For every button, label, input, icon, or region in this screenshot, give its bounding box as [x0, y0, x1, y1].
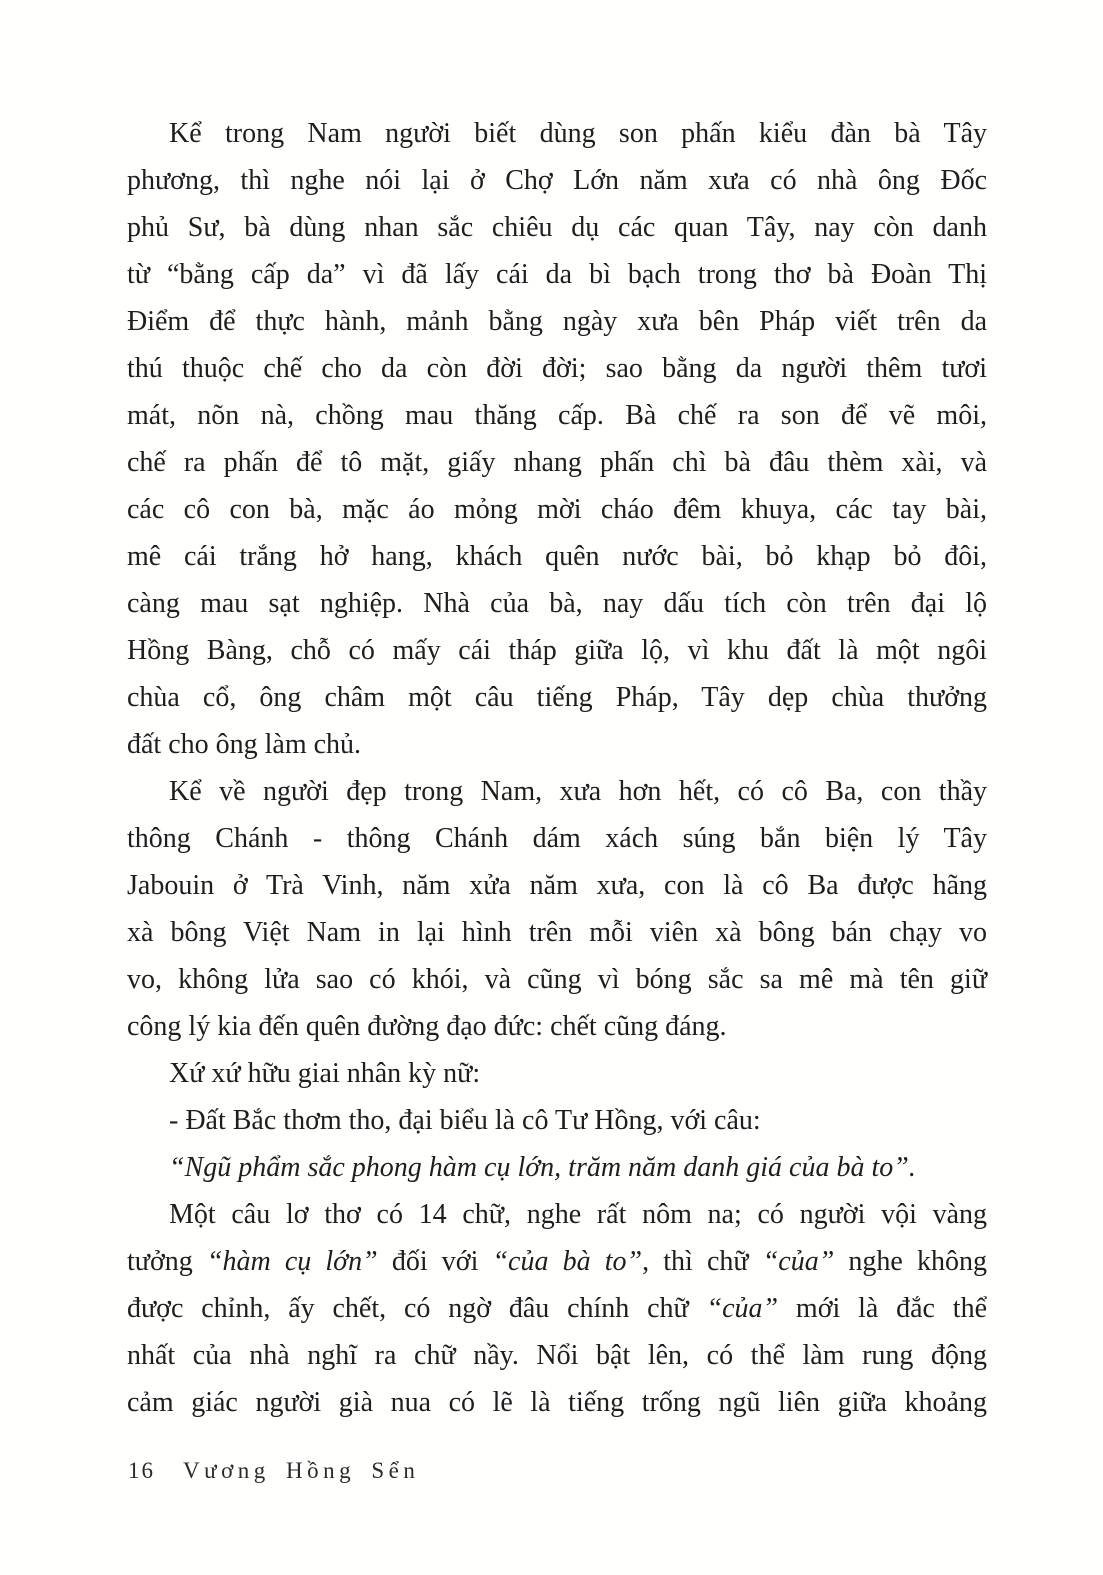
paragraph	[127, 1050, 987, 1097]
page-number: 16	[128, 1458, 155, 1483]
text-line	[127, 1379, 987, 1426]
text-run: càng mau sạt nghiệp. Nhà của bà, nay dấu tích còn trên đại lộ	[127, 588, 987, 619]
text-run: thông Chánh - thông Chánh dám xách súng bắn biện lý Tây	[127, 823, 987, 854]
text-line	[127, 909, 987, 956]
text-line	[127, 674, 987, 721]
paragraph	[127, 1097, 987, 1144]
text-line	[127, 1050, 987, 1097]
text-run: chế ra phấn để tô mặt, giấy nhang phấn chì bà đâu thèm xài, và	[127, 447, 987, 478]
text-run: thú thuộc chế cho da còn đời đời; sao bằng da người thêm tươi	[127, 353, 987, 384]
text-line	[127, 298, 987, 345]
text-line	[127, 1285, 987, 1332]
text-line	[127, 1238, 987, 1285]
text-run: xà bông Việt Nam in lại hình trên mỗi viên xà bông bán chạy vo	[127, 917, 987, 948]
text-line	[127, 345, 987, 392]
text-line	[127, 110, 987, 157]
text-line	[127, 1144, 987, 1191]
text-line	[127, 815, 987, 862]
text-run: đối với	[377, 1246, 493, 1277]
text-run: nhất của nhà nghĩ ra chữ nầy. Nổi bật lên, có thể làm rung động	[127, 1340, 987, 1371]
text-run: tưởng	[127, 1246, 207, 1277]
text-line	[127, 580, 987, 627]
text-line	[127, 768, 987, 815]
running-header-author: Vương Hồng Sển	[183, 1458, 420, 1483]
text-run: Xứ xứ hữu giai nhân kỳ nữ:	[169, 1058, 481, 1089]
text-run: các cô con bà, mặc áo mỏng mời cháo đêm khuya, các tay bài,	[127, 494, 987, 525]
text-run: Kể trong Nam người biết dùng son phấn kiểu đàn bà Tây	[169, 118, 987, 149]
text-line	[127, 392, 987, 439]
text-run: Điểm để thực hành, mảnh bằng ngày xưa bên Pháp viết trên da	[127, 306, 987, 337]
text-run: phương, thì nghe nói lại ở Chợ Lớn năm xưa có nhà ông Đốc	[127, 165, 987, 196]
text-run: cảm giác người già nua có lẽ là tiếng trống ngũ liên giữa khoảng	[127, 1387, 987, 1418]
paragraph	[127, 110, 987, 768]
text-run: nghe không	[834, 1246, 987, 1277]
body-text	[127, 110, 987, 1426]
text-line	[127, 1003, 987, 1050]
text-line	[127, 862, 987, 909]
text-run: công lý kia đến quên đường đạo đức: chết cũng đáng.	[127, 1011, 727, 1042]
text-line	[127, 627, 987, 674]
italic-text-run: “của bà to”	[492, 1246, 643, 1277]
text-line	[127, 721, 987, 768]
text-line	[127, 1097, 987, 1144]
text-run: - Đất Bắc thơm tho, đại biểu là cô Tư Hồng, với câu:	[169, 1105, 761, 1136]
paragraph	[127, 768, 987, 1050]
text-line	[127, 1191, 987, 1238]
text-run: Hồng Bàng, chỗ có mấy cái tháp giữa lộ, vì khu đất là một ngôi	[127, 635, 987, 666]
text-run: Một câu lơ thơ có 14 chữ, nghe rất nôm na; có người vội vàng	[169, 1199, 987, 1230]
page-footer	[128, 1458, 419, 1484]
text-run: mới là đắc thể	[778, 1293, 987, 1324]
italic-text-run: “của”	[706, 1293, 779, 1324]
text-run: , thì chữ	[642, 1246, 763, 1277]
italic-text-run: “của”	[762, 1246, 835, 1277]
italic-text-run: “Ngũ phẩm sắc phong hàm cụ lớn, trăm năm danh giá của bà to”.	[169, 1152, 916, 1183]
text-run: mát, nõn nà, chồng mau thăng cấp. Bà chế ra son để vẽ môi,	[127, 400, 987, 431]
text-line	[127, 251, 987, 298]
italic-text-run: “hàm cụ lớn”	[206, 1246, 378, 1277]
text-run: phủ Sư, bà dùng nhan sắc chiêu dụ các quan Tây, nay còn danh	[127, 212, 987, 243]
text-line	[127, 204, 987, 251]
text-line	[127, 157, 987, 204]
text-run: từ “bằng cấp da” vì đã lấy cái da bì bạch trong thơ bà Đoàn Thị	[127, 259, 987, 290]
text-line	[127, 486, 987, 533]
text-line	[127, 533, 987, 580]
text-run: Jabouin ở Trà Vinh, năm xửa năm xưa, con là cô Ba được hãng	[127, 870, 987, 901]
text-run: vo, không lửa sao có khói, và cũng vì bóng sắc sa mê mà tên giữ	[127, 964, 987, 995]
text-line	[127, 1332, 987, 1379]
paragraph	[127, 1191, 987, 1426]
text-run: đất cho ông làm chủ.	[127, 729, 362, 760]
paragraph	[127, 1144, 987, 1191]
text-run: mê cái trắng hở hang, khách quên nước bài, bỏ khạp bỏ đôi,	[127, 541, 987, 572]
text-run: chùa cổ, ông châm một câu tiếng Pháp, Tây dẹp chùa thưởng	[127, 682, 987, 713]
text-line	[127, 956, 987, 1003]
text-run: được chỉnh, ấy chết, có ngờ đâu chính chữ	[127, 1293, 707, 1324]
text-line	[127, 439, 987, 486]
text-run: Kể về người đẹp trong Nam, xưa hơn hết, có cô Ba, con thầy	[169, 776, 987, 807]
